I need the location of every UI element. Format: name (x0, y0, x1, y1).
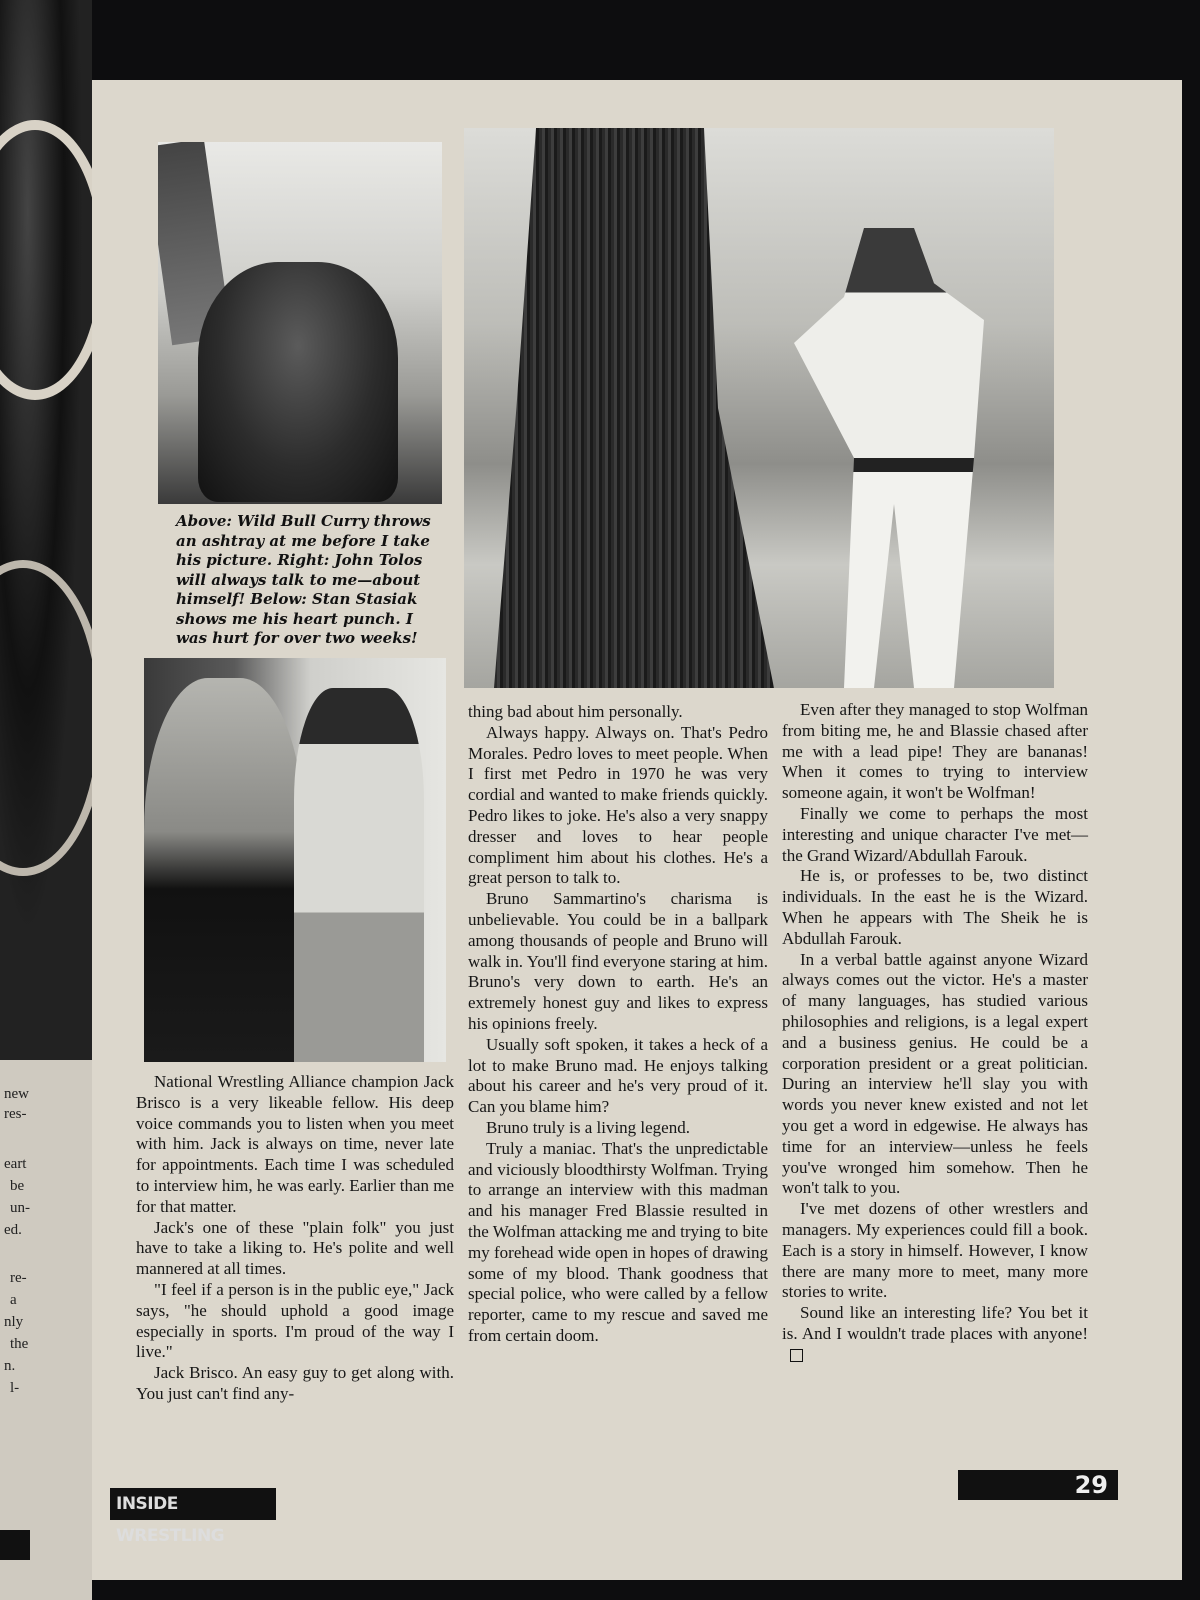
closing-text: Sound like an interesting life? You bet it is. And I wouldn't trade places with anyone! (782, 1303, 1088, 1343)
facing-logo-fragment (0, 1530, 30, 1560)
facing-text-fragment: be (10, 1178, 25, 1194)
paragraph: Bruno truly is a living legend. (486, 1117, 690, 1137)
paragraph: Finally we come to perhaps the most interesting and unique character I've met—the Grand Wizard/Abdullah Farouk. (782, 803, 1088, 865)
magazine-page (92, 80, 1182, 1580)
paragraph: Jack's one of these "plain folk" you just have to take a liking to. He's polite and well mannered at all times. (136, 1217, 454, 1279)
facing-text-fragment: n. (4, 1358, 16, 1374)
photo-wild-bull-curry (158, 142, 442, 504)
paragraph: Usually soft spoken, it takes a heck of a lot to make Bruno mad. He enjoys talking about his career and he's very proud of it. Can you blame him? (468, 1034, 768, 1117)
facing-text-fragment: nly (4, 1314, 24, 1330)
page-number: 29 (958, 1470, 1118, 1500)
photo-john-tolos (464, 128, 1054, 688)
photo-stan-stasiak (144, 658, 446, 1062)
facing-page-photo (0, 0, 92, 1060)
paragraph: "I feel if a person is in the public eye," Jack says, "he should uphold a good image especially in sports. I'm proud of the way I live." (136, 1279, 454, 1362)
paragraph: I've met dozens of other wrestlers and managers. My experiences could fill a book. Each is a story in himself. However, I know there are many more to meet, many more stories to write. (782, 1199, 1088, 1302)
facing-text-fragment: l- (10, 1380, 20, 1396)
facing-text-fragment: a (10, 1292, 17, 1308)
facing-text-fragment: eart (4, 1156, 27, 1172)
end-mark-icon (790, 1349, 803, 1362)
paragraph: Jack Brisco. An easy guy to get along with. You just can't find any- (136, 1363, 454, 1403)
magazine-title-footer: INSIDE WRESTLING (110, 1488, 276, 1520)
paragraph: Bruno Sammartino's charisma is unbelievable. You could be in a ballpark among thousands of people and Bruno will walk in. You'll find everyone staring at him. Bruno's very down to earth. He's an extremely honest guy and likes to express his opinions freely. (468, 889, 768, 1033)
facing-text-fragment: re- (10, 1270, 27, 1286)
paragraph: Even after they managed to stop Wolfman from biting me, he and Blassie chased after me with a lead pipe! They are bananas! When it comes to trying to interview someone again, it won't be Wolfman! (782, 700, 1088, 803)
facing-page (0, 0, 92, 1600)
paragraph: Truly a maniac. That's the unpredictable and viciously bloodthirsty Wolfman. Trying to arrange an interview with this madman and his manager Fred Blassie resulted in the Wolfman attacking me and trying to bite my forehead wide open in hopes of drawing some of my blood. Thank goodness that special police, who were called by a fellow reporter, came to my rescue and saved me from certain doom. (468, 1138, 768, 1345)
article-column-3 (782, 700, 1088, 1366)
facing-text-fragment: new (4, 1086, 29, 1102)
article-column-2 (468, 702, 768, 1347)
photo-caption: Above: Wild Bull Curry throws an ashtray at me before I take his picture. Right: John Tolos will always talk to me—about himself! Below: Stan Stasiak shows me his heart punch. I was hurt for over two weeks! (176, 512, 431, 647)
facing-text-fragment: un- (10, 1200, 30, 1216)
facing-text-fragment: res- (4, 1106, 27, 1122)
paragraph: He is, or professes to be, two distinct individuals. In the east he is the Wizard. When he appears with The Sheik he is Abdullah Farouk. (782, 866, 1088, 948)
paragraph: Always happy. Always on. That's Pedro Morales. Pedro loves to meet people. When I first met Pedro in 1970 he was very cordial and wanted to make friends quickly. Pedro likes to joke. He's also a very snappy dresser and loves to hear people compliment him about his clothes. He's a great person to talk to. (468, 722, 768, 888)
paragraph: National Wrestling Alliance champion Jack Brisco is a very likeable fellow. His deep voice commands you to listen when you meet with him. Jack is always on time, never late for appointments. Each time I was scheduled to interview him, he was early. Earlier than me for that matter. (136, 1072, 455, 1216)
paragraph: In a verbal battle against anyone Wizard always comes out the victor. He's a master of many languages, has studied various philosophies and religions, is a legal expert and a business genius. He could be a corporation president or a great politician. During an interview he'll slay you with words you never knew existed and not let you get a word in edgewise. He always has time for an interview—unless he feels you've wronged him somehow. Then he won't talk to you. (782, 949, 1088, 1198)
paragraph: thing bad about him personally. (468, 702, 683, 721)
article-column-1 (136, 1072, 454, 1405)
facing-text-fragment: the (10, 1336, 29, 1352)
facing-text-fragment: ed. (4, 1222, 22, 1238)
closing-paragraph (782, 1303, 1088, 1365)
